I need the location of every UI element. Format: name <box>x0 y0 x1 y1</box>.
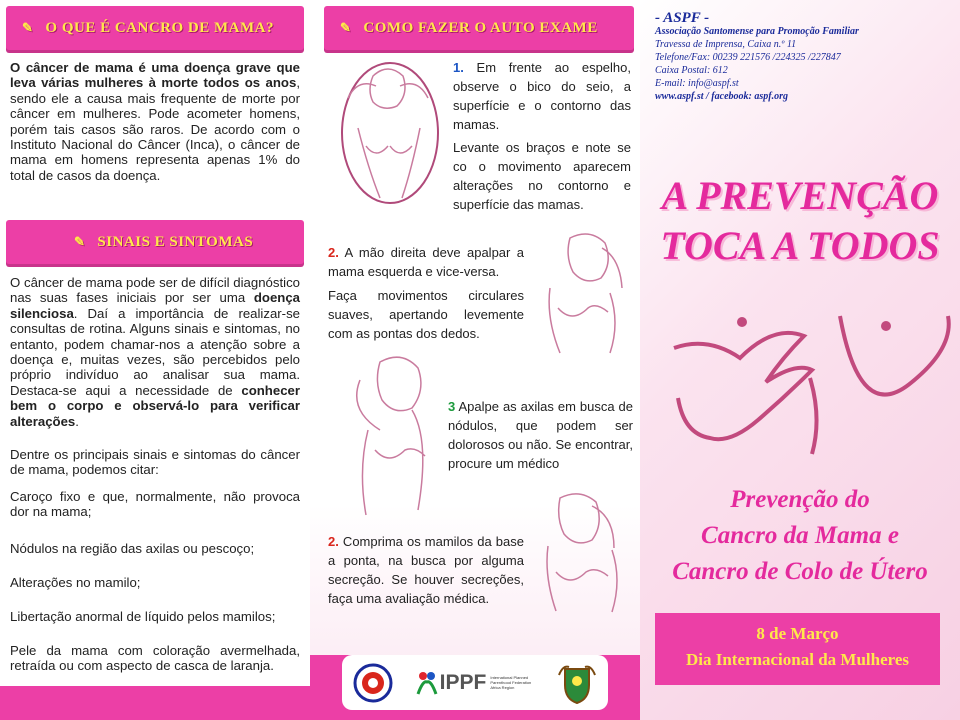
org-postal: Caixa Postal: 612 <box>655 65 728 76</box>
middle-panel <box>310 0 640 720</box>
pin-icon: ✎ <box>340 20 352 35</box>
intro-bold: O câncer de mama é uma doença grave que leva várias mulheres à morte todos os anos <box>10 60 300 91</box>
palpation-illustration <box>530 228 630 358</box>
org-email[interactable]: E-mail: info@aspf.st <box>655 78 739 89</box>
step-text: Em frente ao espelho, observe o bico do seio, a superfície e o contorno das mamas. <box>453 60 631 132</box>
step-text: Apalpe as axilas em busca de nódulos, que podem ser dolorosos ou não. Se encontrar, procure um médico <box>448 399 633 471</box>
nipple-exam-illustration <box>530 488 630 616</box>
step-number: 3 <box>448 399 456 414</box>
ippf-logo <box>416 670 535 696</box>
pin-icon: ✎ <box>22 20 34 35</box>
date-banner <box>655 613 940 685</box>
signs-text-c: . Daí a importância de realizar-se consultas de rotina. Alguns sinais e sintomas, no entanto, podem chamar-nos a atenção sobre a doença e, muitas vezes, são percebidos pelo próprio indivíduo ao analisar sua mama. Destaca-se aqui a necessidade de <box>10 305 300 398</box>
signs-text-e: . <box>75 413 79 429</box>
symptom-text: Caroço fixo e que, normalmente, não provoca dor na mama; <box>10 489 300 520</box>
what-is-breast-cancer-heading <box>6 6 304 50</box>
symptom-text: Nódulos na região das axilas ou pescoço; <box>10 541 255 556</box>
step-text: Faça movimentos circulares suaves, apertando levemente com as pontas dos dedos. <box>328 288 524 341</box>
hand-breast-illustration <box>660 278 952 460</box>
heading-text: O QUE É CANCRO DE MAMA? <box>45 19 274 36</box>
list-intro-text: Dentre os principais sinais e sintomas do câncer de mama, podemos citar: <box>10 447 300 478</box>
step-text: Comprima os mamilos da base a ponta, na busca por alguma secreção. Se houver secreções, faça uma avaliação médica. <box>328 534 524 606</box>
subtitle-line1: Prevenção do <box>730 486 870 513</box>
ippf-small-text: International Planned Parenthood Federation <box>490 674 532 685</box>
org-short: - ASPF - <box>655 10 710 26</box>
list-intro <box>10 447 300 478</box>
symptom-text: Libertação anormal de líquido pelos mamilos; <box>10 609 276 624</box>
date-text: 8 de Março <box>756 624 839 643</box>
partner-logos <box>342 655 608 710</box>
step-number: 1. <box>453 60 464 75</box>
pin-icon: ✎ <box>74 234 86 249</box>
signs-bold-b: doença silenciosa <box>10 290 300 321</box>
step-4 <box>328 532 524 608</box>
intro-rest: , sendo ele a causa mais frequente de morte por câncer em mulheres. Pode acometer homens, porém tais casos são raros. De acordo com o Instituto Nacional do Câncer (Inca), o câncer de mama em homens representa apenas 1% do total de casos da doença. <box>10 75 300 183</box>
intro-paragraph <box>10 60 300 183</box>
symptom-item <box>10 541 300 556</box>
ippf-caption <box>490 675 534 691</box>
ippf-figure-icon <box>416 670 438 696</box>
org-web[interactable]: www.aspf.st / facebook: aspf.org <box>655 91 788 102</box>
signs-bold-d: conhecer bem o corpo e observá-lo para verificar alterações <box>10 382 300 429</box>
mirror-exam-illustration <box>328 58 443 206</box>
aspf-contact-block <box>655 12 955 103</box>
org-name: Associação Santomense para Promoção Familiar <box>655 26 859 37</box>
org-address: Travessa de Imprensa, Caixa n.º 11 <box>655 39 797 50</box>
symptom-item <box>10 489 300 520</box>
ippf-region-text: Africa Region <box>490 684 515 690</box>
step-1 <box>453 58 631 134</box>
symptom-text: Pele da mama com coloração avermelhada, retraída ou com aspecto de casca de laranja. <box>10 643 300 674</box>
signs-paragraph <box>10 275 300 429</box>
symptom-text: Alterações no mamilo; <box>10 575 141 590</box>
symptom-item <box>10 643 300 674</box>
left-panel <box>0 0 310 720</box>
coat-of-arms-icon <box>557 661 597 705</box>
symptom-item <box>10 575 300 590</box>
armpit-illustration <box>330 350 450 518</box>
self-exam-heading <box>324 6 634 50</box>
subtitle-line2: Cancro da Mama e <box>701 522 899 549</box>
org-phone: Telefone/Fax: 00239 221576 /224325 /227847 <box>655 52 841 63</box>
aspf-seal-icon <box>353 663 393 703</box>
step-2b <box>328 286 524 343</box>
subtitle-line3: Cancro de Colo de Útero <box>672 558 928 585</box>
heading-text: COMO FAZER O AUTO EXAME <box>363 19 598 36</box>
step-3 <box>448 397 633 473</box>
signs-text-a: O câncer de mama pode ser de difícil diagnóstico nas suas fases iniciais por ser uma <box>10 275 300 306</box>
heading-text: SINAIS E SINTOMAS <box>97 233 254 250</box>
step-number: 2. <box>328 245 339 260</box>
main-title-line2: TOCA A TODOS <box>660 223 940 268</box>
step-2 <box>328 243 524 281</box>
signs-symptoms-heading <box>6 220 304 264</box>
symptom-item <box>10 609 300 624</box>
ippf-text: IPPF <box>439 670 487 694</box>
step-number: 2. <box>328 534 339 549</box>
bottom-bar <box>0 686 310 720</box>
step-1b <box>453 138 631 214</box>
step-text: Levante os braços e note se co o movimento aparecem alterações no contorno e superfície das mamas. <box>453 140 631 212</box>
step-text: A mão direita deve apalpar a mama esquerda e vice-versa. <box>328 245 524 279</box>
main-title-line1: A PREVENÇÃO <box>661 173 939 218</box>
event-name: Dia Internacional da Mulheres <box>685 650 910 669</box>
